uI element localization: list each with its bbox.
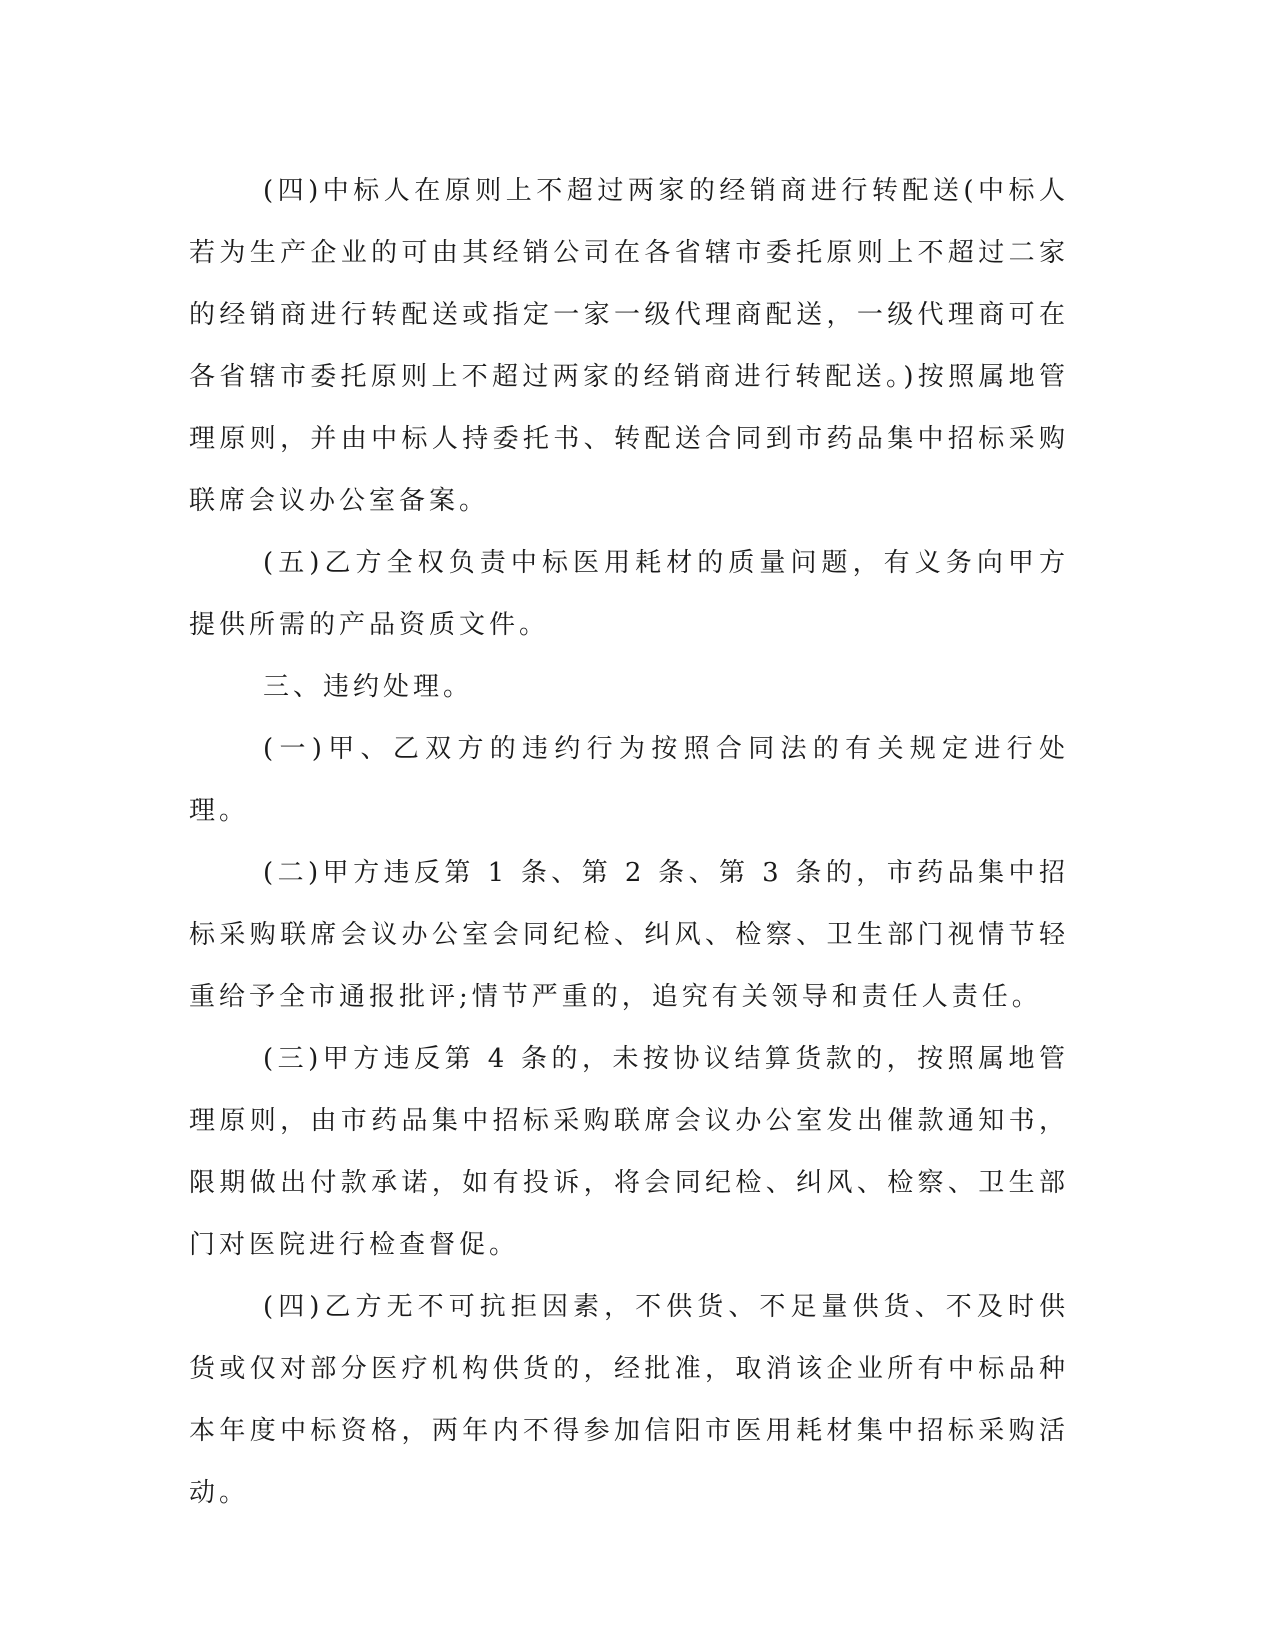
- paragraph-breach-1: (一)甲、乙双方的违约行为按照合同法的有关规定进行处理。: [189, 734, 1069, 826]
- paragraph-breach-4: (四)乙方无不可抗拒因素，不供货、不足量供货、不及时供货或仅对部分医疗机构供货的，经批准，取消该企业所有中标品种本年度中标资格，两年内不得参加信阳市医用耗材集中招标采购活动。: [189, 1292, 1069, 1508]
- section-heading-breach: 三、违约处理。: [263, 672, 474, 702]
- paragraph-quality: (五)乙方全权负责中标医用耗材的质量问题，有义务向甲方提供所需的产品资质文件。: [189, 548, 1069, 640]
- document-body: [189, 160, 1069, 1524]
- paragraph-breach-3: (三)甲方违反第 4 条的，未按协议结算货款的，按照属地管理原则，由市药品集中招标采购联席会议办公室发出催款通知书，限期做出付款承诺，如有投诉，将会同纪检、纠风、检察、卫生部门对医院进行检查督促。: [189, 1044, 1069, 1260]
- paragraph-breach-2: (二)甲方违反第 1 条、第 2 条、第 3 条的，市药品集中招标采购联席会议办公室会同纪检、纠风、检察、卫生部门视情节轻重给予全市通报批评;情节严重的，追究有关领导和责任人责任。: [189, 858, 1069, 1012]
- paragraph-distribution: (四)中标人在原则上不超过两家的经销商进行转配送(中标人若为生产企业的可由其经销公司在各省辖市委托原则上不超过二家的经销商进行转配送或指定一家一级代理商配送，一级代理商可在各省辖市委托原则上不超过两家的经销商进行转配送。)按照属地管理原则，并由中标人持委托书、转配送合同到市药品集中招标采购联席会议办公室备案。: [189, 176, 1069, 516]
